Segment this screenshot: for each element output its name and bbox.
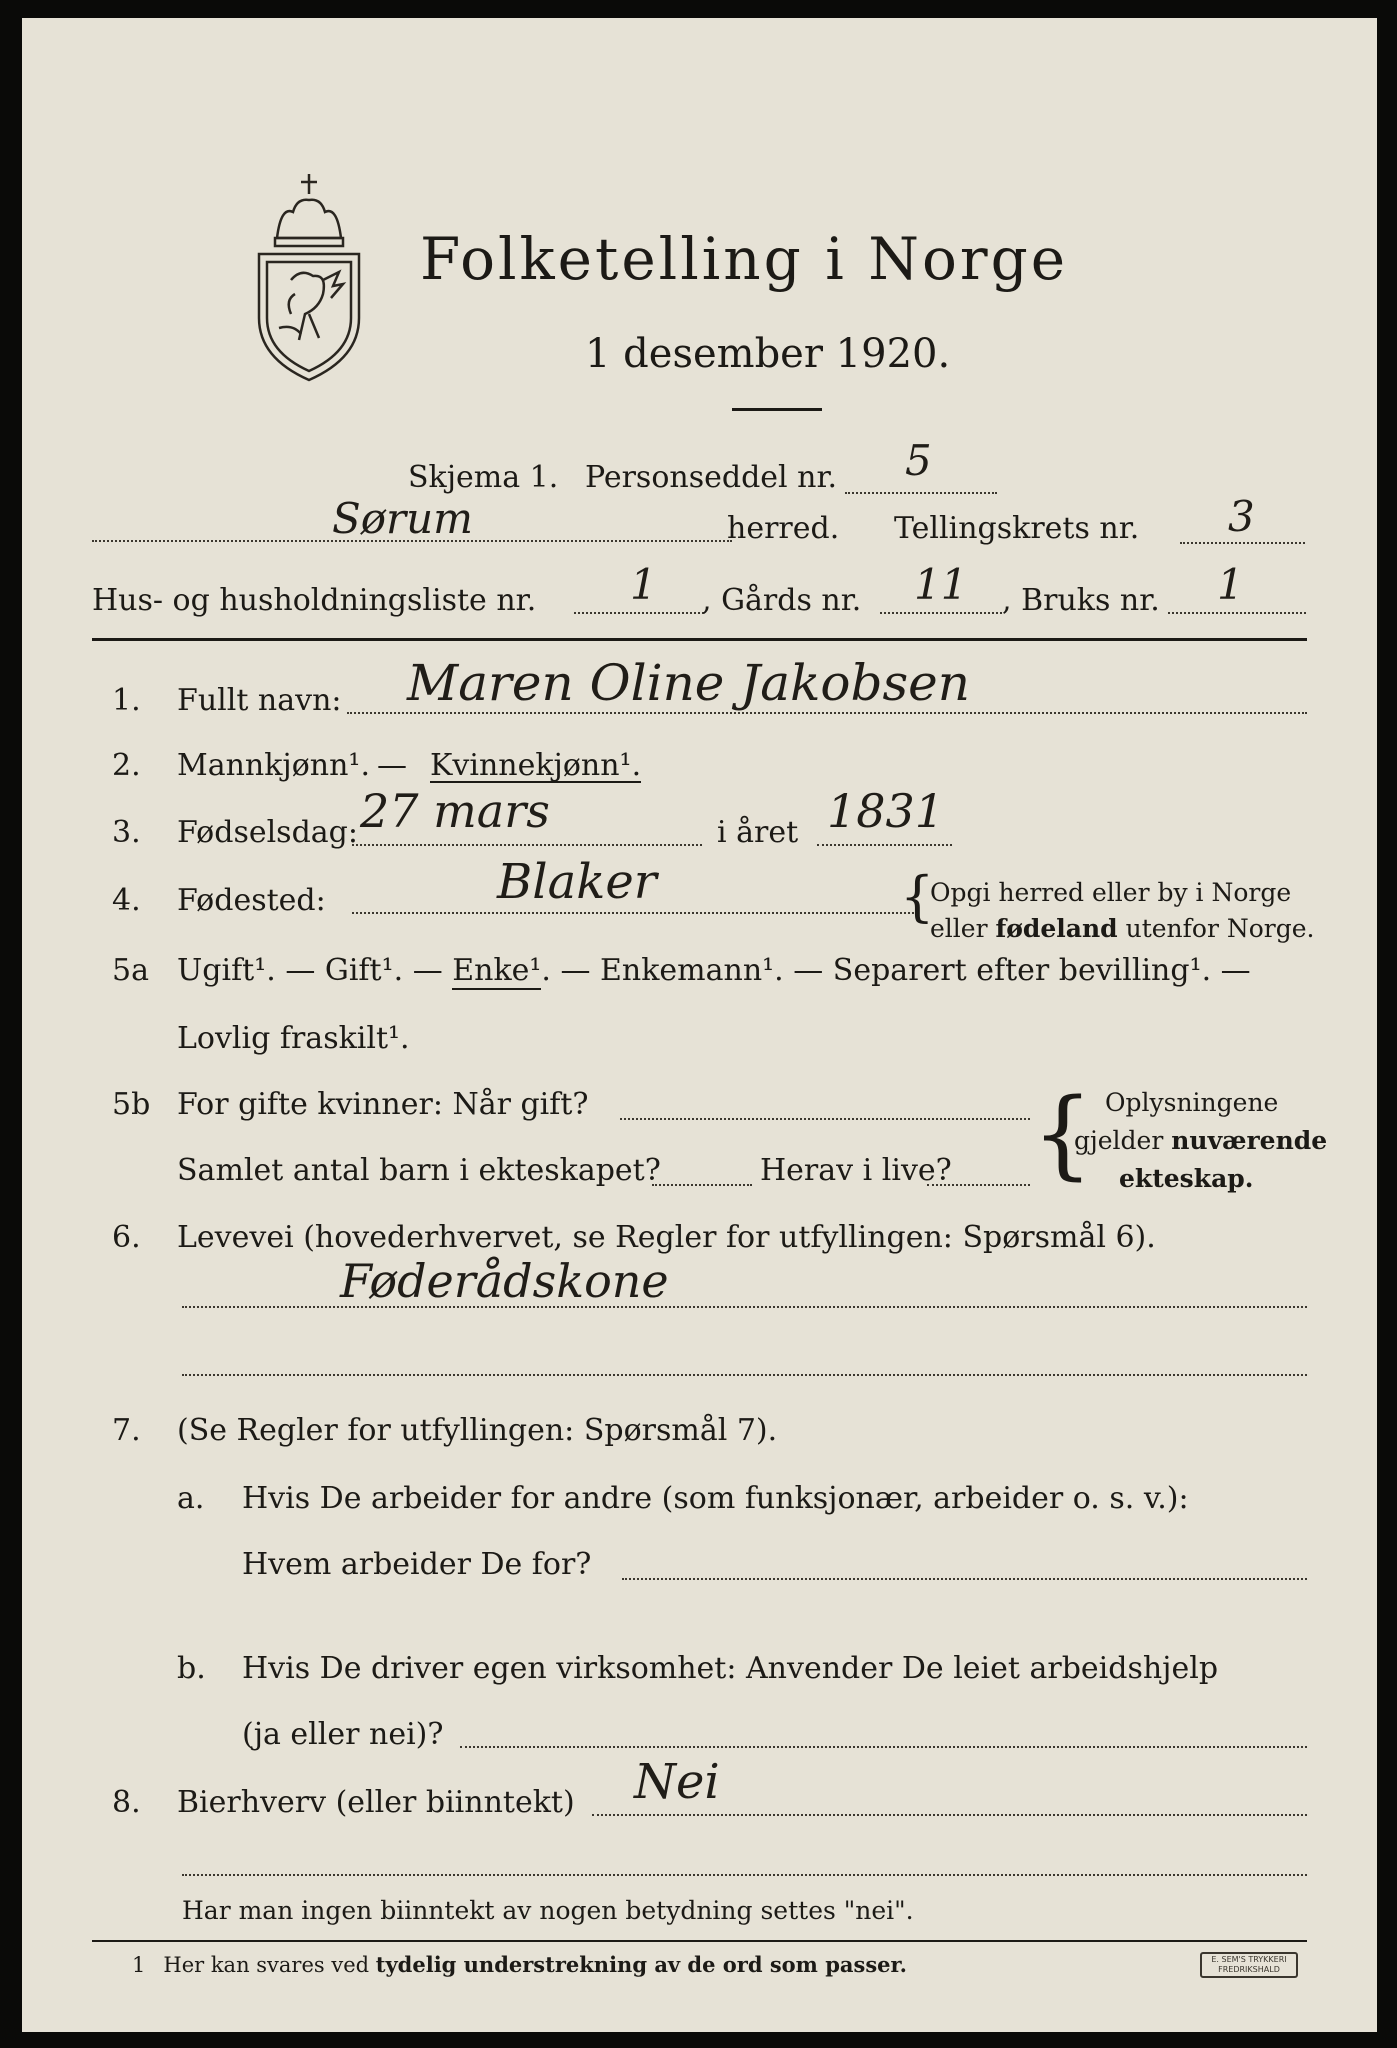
q2-kvinne[interactable]: Kvinnekjønn¹. [430, 748, 642, 783]
q5b-live-line [927, 1184, 1030, 1186]
personseddel-line [845, 492, 997, 494]
personseddel-value[interactable]: 5 [905, 436, 932, 485]
q3-year-value[interactable]: 1831 [827, 784, 945, 838]
q4-line [352, 912, 914, 914]
bruks-value[interactable]: 1 [1217, 560, 1244, 609]
q3-line [352, 844, 702, 846]
q7b-answer-line[interactable] [460, 1746, 1307, 1748]
q5b-gift-line [620, 1118, 1030, 1120]
q5b-note-gjelder: gjelder [1074, 1126, 1172, 1155]
nei-note: Har man ingen biinntekt av nogen betydning settes "nei". [182, 1896, 914, 1925]
q5a-line1 [177, 953, 1251, 988]
q6-value[interactable]: Føderådskone [340, 1254, 669, 1308]
q6-number: 6. [112, 1220, 141, 1255]
q4-note-fodeland: fødeland [995, 914, 1118, 943]
q3-number: 3. [112, 815, 141, 850]
printer-stamp [1200, 1952, 1298, 1978]
footnote-text-bold: tydelig understrekning av de ord som passer. [375, 1952, 907, 1977]
footnote-divider [92, 1940, 1307, 1942]
q7a-answer-line[interactable] [622, 1578, 1307, 1580]
footnote [132, 1954, 907, 1976]
q2-number: 2. [112, 748, 141, 783]
q4-number: 4. [112, 883, 141, 918]
hus-line [574, 612, 704, 614]
hus-value[interactable]: 1 [630, 560, 657, 609]
bruks-label: , Bruks nr. [1002, 583, 1160, 618]
q4-value[interactable]: Blaker [497, 854, 657, 910]
tellingskrets-label: Tellingskrets nr. [894, 511, 1140, 546]
bruks-line [1168, 612, 1306, 614]
q5a-line2[interactable]: Lovlig fraskilt¹. [177, 1021, 410, 1056]
q1-value[interactable]: Maren Oline Jakobsen [407, 654, 970, 712]
q8-value[interactable]: Nei [634, 1754, 720, 1810]
herred-value[interactable]: Sørum [332, 494, 474, 543]
herred-label: herred. [727, 511, 840, 546]
q5b-number: 5b [112, 1087, 151, 1122]
q7a-letter: a. [177, 1481, 205, 1516]
q5b-line2a: Samlet antal barn i ekteskapet? [177, 1153, 661, 1188]
footnote-text: Her kan svares ved [163, 1953, 376, 1977]
q4-brace: { [900, 865, 935, 928]
q5b-line2b: Herav i live? [760, 1153, 952, 1188]
q4-note-line2 [930, 916, 1314, 941]
q5a-enke[interactable]: Enke¹ [452, 953, 542, 988]
printer-stamp-line1: E. SEM'S TRYKKERI [1211, 1955, 1287, 1964]
q7b-line1: Hvis De driver egen virksomhet: Anvender De leiet arbeidshjelp [242, 1651, 1219, 1686]
q4-label: Fødested: [177, 883, 326, 918]
q5a-rest[interactable]: . — Enkemann¹. — Separert efter bevilling¹. — [541, 953, 1251, 988]
q8-label: Bierhverv (eller biinntekt) [177, 1785, 575, 1820]
q3-year-line [817, 844, 952, 846]
q5b-note3: ekteskap. [1119, 1164, 1254, 1193]
q3-year-label: i året [717, 815, 799, 850]
q6-line2 [182, 1374, 1307, 1376]
q3-value[interactable]: 27 mars [360, 784, 550, 838]
q1-number: 1. [112, 683, 141, 718]
form-date: 1 desember 1920. [585, 331, 951, 377]
header-divider [732, 408, 822, 411]
footnote-mark: 1 [132, 1953, 146, 1977]
q5b-line1: For gifte kvinner: Når gift? [177, 1087, 589, 1122]
q4-note-utenfor: utenfor Norge. [1117, 914, 1315, 943]
personseddel-label: Personseddel nr. [585, 460, 838, 495]
q5b-note1: Oplysningene [1105, 1088, 1279, 1117]
norwegian-coat-of-arms-icon [249, 168, 369, 383]
form-title: Folketelling i Norge [420, 225, 1069, 293]
q7-number: 7. [112, 1413, 141, 1448]
hus-label: Hus- og husholdningsliste nr. [92, 583, 537, 618]
q3-label: Fødselsdag: [177, 815, 358, 850]
schema-label: Skjema 1. [408, 460, 559, 495]
q2-mann: Mannkjønn¹. [177, 748, 370, 783]
section-divider [92, 638, 1307, 641]
q7a-line2: Hvem arbeider De for? [242, 1547, 592, 1582]
q4-note-eller: eller [930, 914, 996, 943]
q7b-line2: (ja eller nei)? [242, 1717, 444, 1752]
q5b-brace: { [1032, 1078, 1094, 1190]
gards-line [880, 612, 1002, 614]
q5a-ugift-gift[interactable]: Ugift¹. — Gift¹. — [177, 953, 453, 988]
q1-line [347, 712, 1307, 714]
printer-stamp-line2: FREDRIKSHALD [1218, 1965, 1280, 1974]
q6-label: Levevei (hovederhvervet, se Regler for utfyllingen: Spørsmål 6). [177, 1220, 1156, 1255]
q7-label: (Se Regler for utfyllingen: Spørsmål 7). [177, 1413, 778, 1448]
gards-label: , Gårds nr. [702, 583, 862, 618]
q5b-note2 [1074, 1128, 1327, 1153]
census-form [22, 18, 1377, 2032]
q1-label: Fullt navn: [177, 683, 342, 718]
q5b-barn-line [652, 1184, 752, 1186]
q4-note-line1: Opgi herred eller by i Norge [930, 878, 1292, 907]
q5b-note-naverende: nuværende [1171, 1126, 1328, 1155]
q2-dash: — [377, 748, 407, 783]
q5a-number: 5a [112, 953, 149, 988]
gards-value[interactable]: 11 [914, 560, 968, 609]
q8-line2 [182, 1874, 1307, 1876]
q7b-letter: b. [177, 1651, 206, 1686]
q8-line [592, 1814, 1307, 1816]
tellingskrets-value[interactable]: 3 [1228, 492, 1255, 541]
q8-number: 8. [112, 1785, 141, 1820]
q7a-line1: Hvis De arbeider for andre (som funksjonær, arbeider o. s. v.): [242, 1481, 1189, 1516]
tellingskrets-line [1180, 542, 1305, 544]
